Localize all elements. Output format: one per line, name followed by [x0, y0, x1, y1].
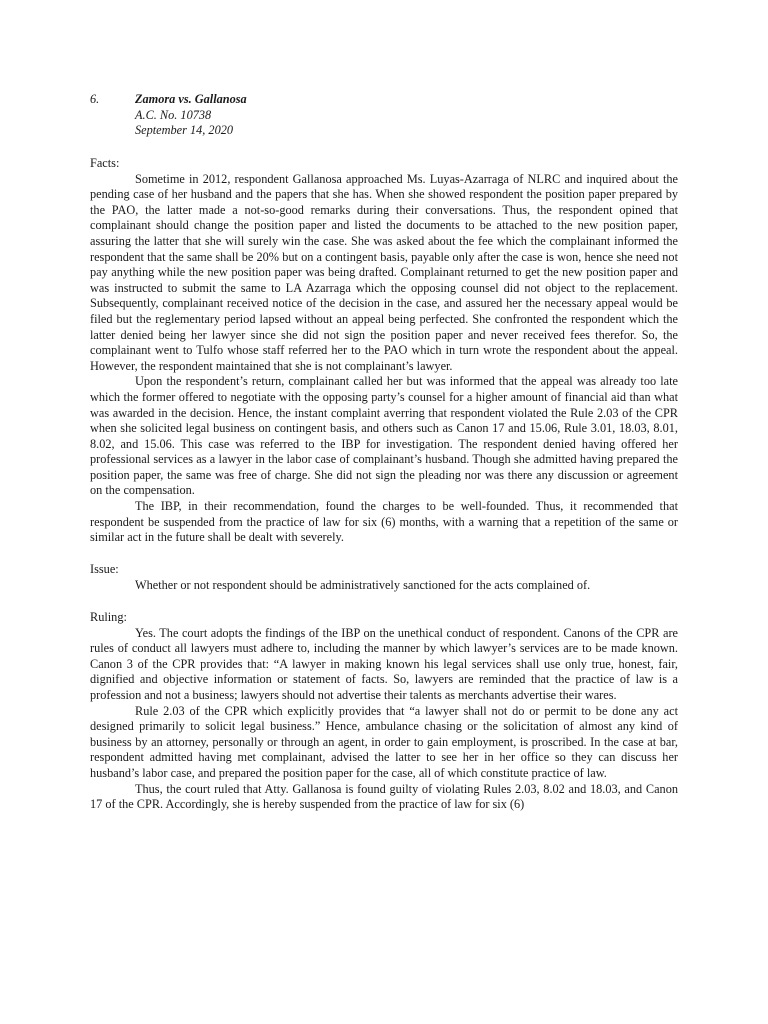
ruling-paragraph: Yes. The court adopts the findings of the IBP on the unethical conduct of respondent. Canons of the CPR are rules of conduct all lawyers must adhere to, including the manner by which lawyer’s services are to be made known. Canon 3 of the CPR provides that: “A lawyer in making known his legal services shall use only true, honest, fair, dignified and objective information or statement of facts. So, lawyers are reminded that the practice of law is a profession and not a business; lawyers should not advertise their talents as merchants advertise their wares. [90, 625, 678, 702]
ruling-paragraph: Thus, the court ruled that Atty. Gallanosa is found guilty of violating Rules 2.03, 8.02 and 18.03, and Canon 17 of the CPR. Accordingly, she is hereby suspended from the practice of law for six (6) [90, 781, 678, 812]
facts-heading: Facts: [90, 156, 120, 170]
facts-paragraph: Upon the respondent’s return, complainant called her but was informed that the appeal was already too late which the former offered to negotiate with the opposing party’s counsel for a higher amount of financial aid than what was awarded in the decision. Hence, the instant complaint averring that respondent violated the Rule 2.03 of the CPR when she solicited legal business on contingent basis, and others such as Canon 17 and 15.06, Rule 3.01, 18.03, 8.01, 8.02, and 15.06. This case was referred to the IBP for investigation. The respondent denied having offered her professional services as a lawyer in the labor case of complainant’s husband. Though she admitted having prepared the position paper, the same was free of charge. She did not sign the pleading nor was there any discussion or agreement on the compensation. [90, 374, 678, 498]
case-ac-number: A.C. No. 10738 [135, 107, 212, 122]
ruling-heading: Ruling: [90, 610, 127, 625]
facts-paragraph: Sometime in 2012, respondent Gallanosa approached Ms. Luyas-Azarraga of NLRC and inquired about the pending case of her husband and the papers that she has. When she showed respondent the position paper prepared by the PAO, the latter made a not-so-good remarks during their conversations. Thus, the respondent opined that complainant should change the position paper and listed the documents to be attached to the new position paper, assuring the latter that she will surely win the case. She was asked about the fee which the complainant informed the respondent that the same shall be 20% but on a contingent basis, payable only after the case is won, hence she need not pay anything while the new position paper was being drafted. Complainant returned to get the new position paper and was instructed to submit the same to LA Azarraga which the opposing counsel did not object to the replacement. Subsequently, complainant received notice of the decision in the case, and assured her the necessary appeal would be filed but the reglementary period lapsed without an appeal being perfected. She confronted the respondent which the latter denied being her lawyer since she did not sign the position paper and never received fees therefor. So, the complainant went to Tulfo whose staff referred her to the PAO which in turn wrote the respondent about the appeal. However, the respondent maintained that she is not complainant’s lawyer. [90, 171, 678, 373]
case-date: September 14, 2020 [135, 123, 234, 138]
issue-heading: Issue: [90, 561, 119, 576]
case-citation-block [135, 92, 247, 139]
document-page [90, 92, 678, 813]
ruling-paragraph: Rule 2.03 of the CPR which explicitly provides that “a lawyer shall not do or permit to be done any act designed primarily to solicit legal business.” Hence, ambulance chasing or the solicitation of almost any kind of business by an attorney, personally or through an agent, in order to gain employment, is proscribed. In the case at bar, respondent admitted having met complainant, advised the latter to see her in her office so they can discuss her husband’s labor case, and prepared the position paper for the case, all of which constitute practice of law. [90, 703, 678, 780]
case-number: 6. [90, 92, 100, 106]
issue-text: Whether or not respondent should be administratively sanctioned for the acts complained of. [135, 578, 591, 593]
case-header [90, 92, 678, 140]
facts-paragraph: The IBP, in their recommendation, found the charges to be well-founded. Thus, it recommended that respondent be suspended from the practice of law for six (6) months, with a warning that a repetition of the same or similar act in the future shall be dealt with severely. [90, 499, 678, 545]
case-title: Zamora vs. Gallanosa [135, 92, 247, 106]
